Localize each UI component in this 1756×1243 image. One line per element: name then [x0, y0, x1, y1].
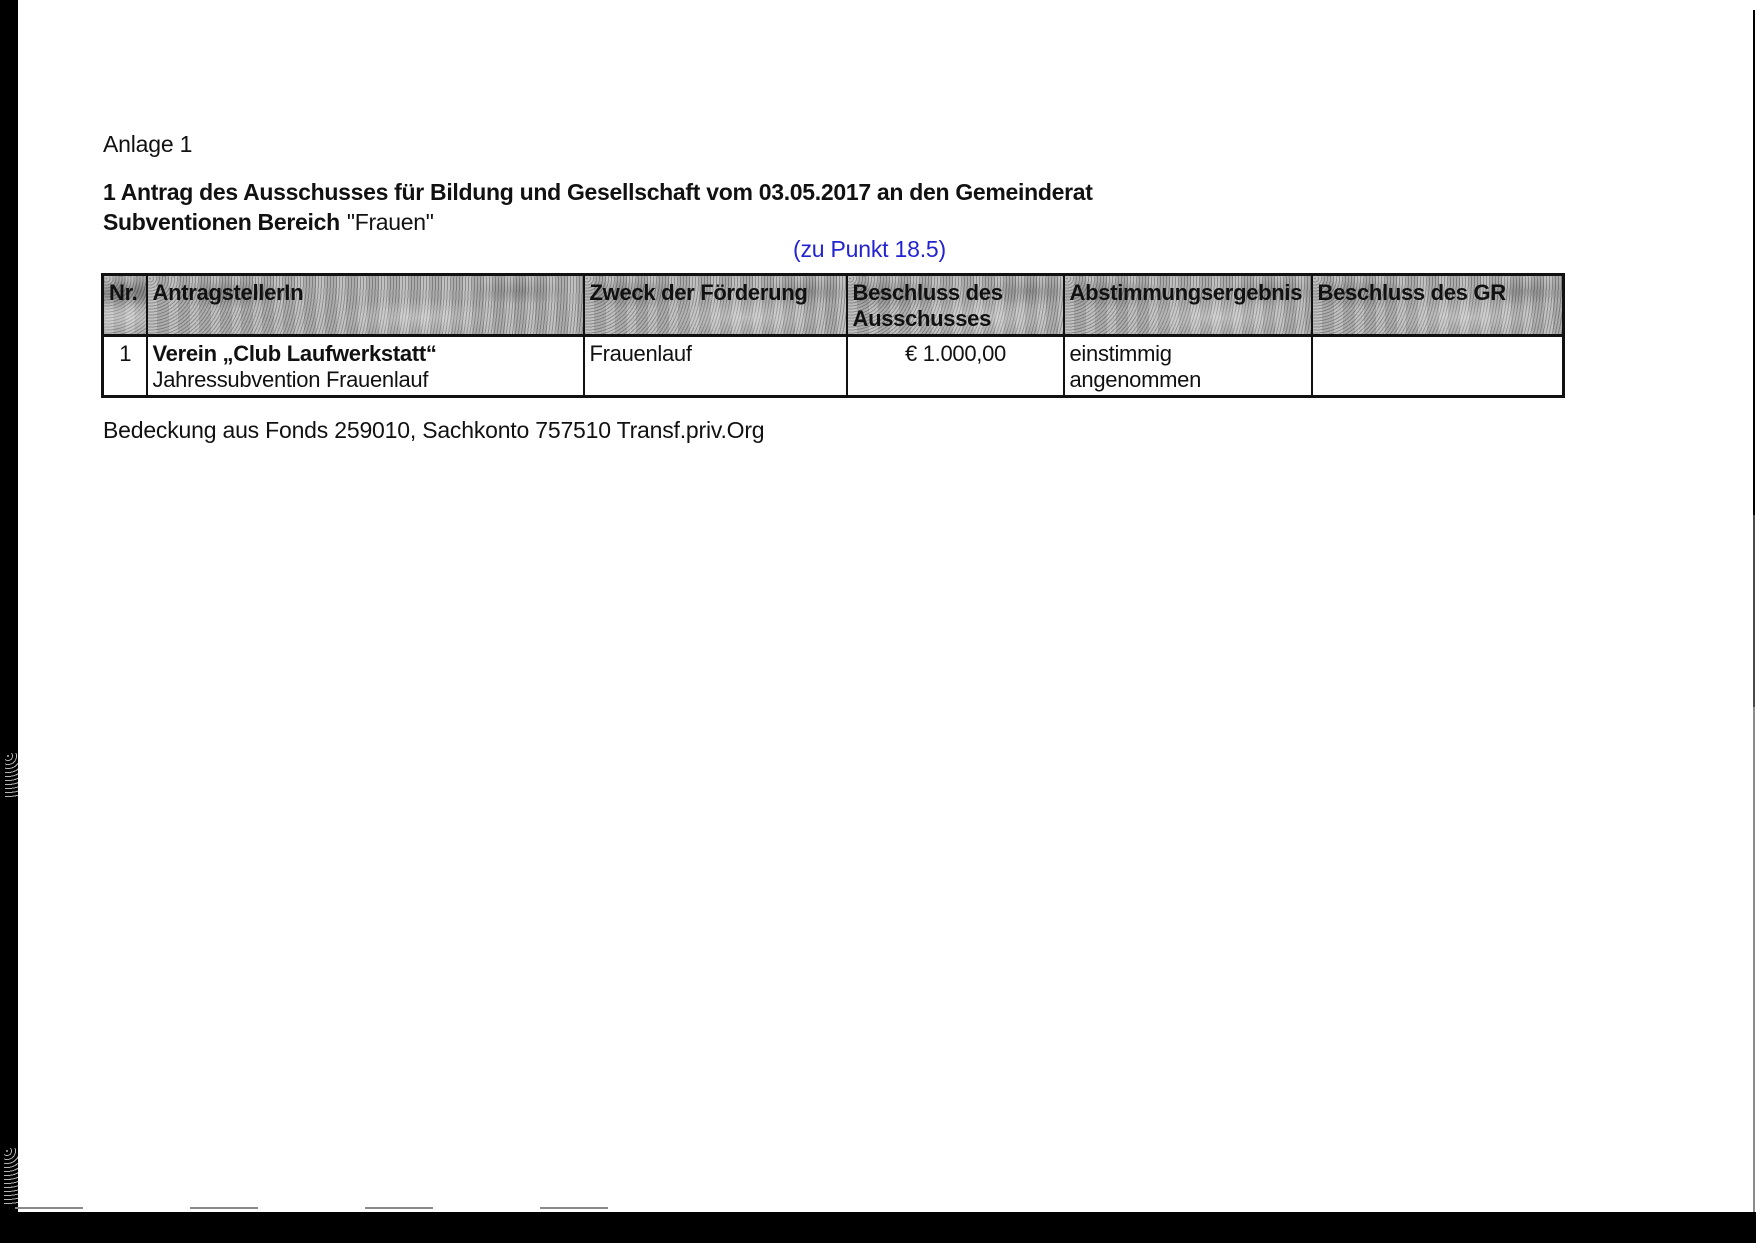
scan-artifact-speckle: [4, 1148, 18, 1206]
column-header-beschluss-ausschuss: Beschluss des Ausschusses: [847, 275, 1064, 336]
cell-nr: 1: [103, 336, 147, 397]
column-header-beschluss-gr: Beschluss des GR: [1312, 275, 1564, 336]
cell-zweck: Frauenlauf: [584, 336, 847, 397]
applicant-subline: Jahressubvention Frauenlauf: [152, 367, 429, 392]
scan-artifact-right-line: [1753, 10, 1755, 1212]
document-title-line2-bold: Subventionen Bereich: [103, 209, 340, 235]
document-title-line1: 1 Antrag des Ausschusses für Bildung und Gesellschaft vom 03.05.2017 an den Gemeinderat: [103, 179, 1093, 205]
scan-artifact-left-bar: [0, 0, 18, 1243]
cell-antragstellerin: [147, 336, 584, 397]
cell-abstimmungsergebnis: einstimmig angenommen: [1064, 336, 1312, 397]
document-title-line2-plain: "Frauen": [346, 209, 434, 235]
reference-link[interactable]: (zu Punkt 18.5): [793, 236, 946, 262]
scan-artifact-noise-line: [15, 1207, 715, 1209]
funding-source-note: Bedeckung aus Fonds 259010, Sachkonto 757510 Transf.priv.Org: [103, 417, 765, 443]
scan-artifact-speckle: [5, 753, 18, 797]
column-header-nr: Nr.: [103, 275, 147, 336]
cell-beschluss-ausschuss: € 1.000,00: [847, 336, 1064, 397]
applicant-name: Verein „Club Laufwerkstatt“: [152, 341, 437, 366]
cell-beschluss-gr: [1312, 336, 1564, 397]
column-header-abstimmungsergebnis: Abstimmungsergebnis: [1064, 275, 1312, 336]
page-annotation: Anlage 1: [103, 131, 193, 157]
document-title: [103, 177, 1093, 237]
scan-artifact-bottom-bar: [0, 1212, 1756, 1243]
column-header-zweck: Zweck der Förderung: [584, 275, 847, 336]
table-row: [103, 336, 1564, 397]
table-header-row: [103, 275, 1564, 336]
column-header-antragstellerin: AntragstellerIn: [147, 275, 584, 336]
document-title-line2: [103, 207, 1093, 237]
subsidy-table: [101, 273, 1565, 398]
